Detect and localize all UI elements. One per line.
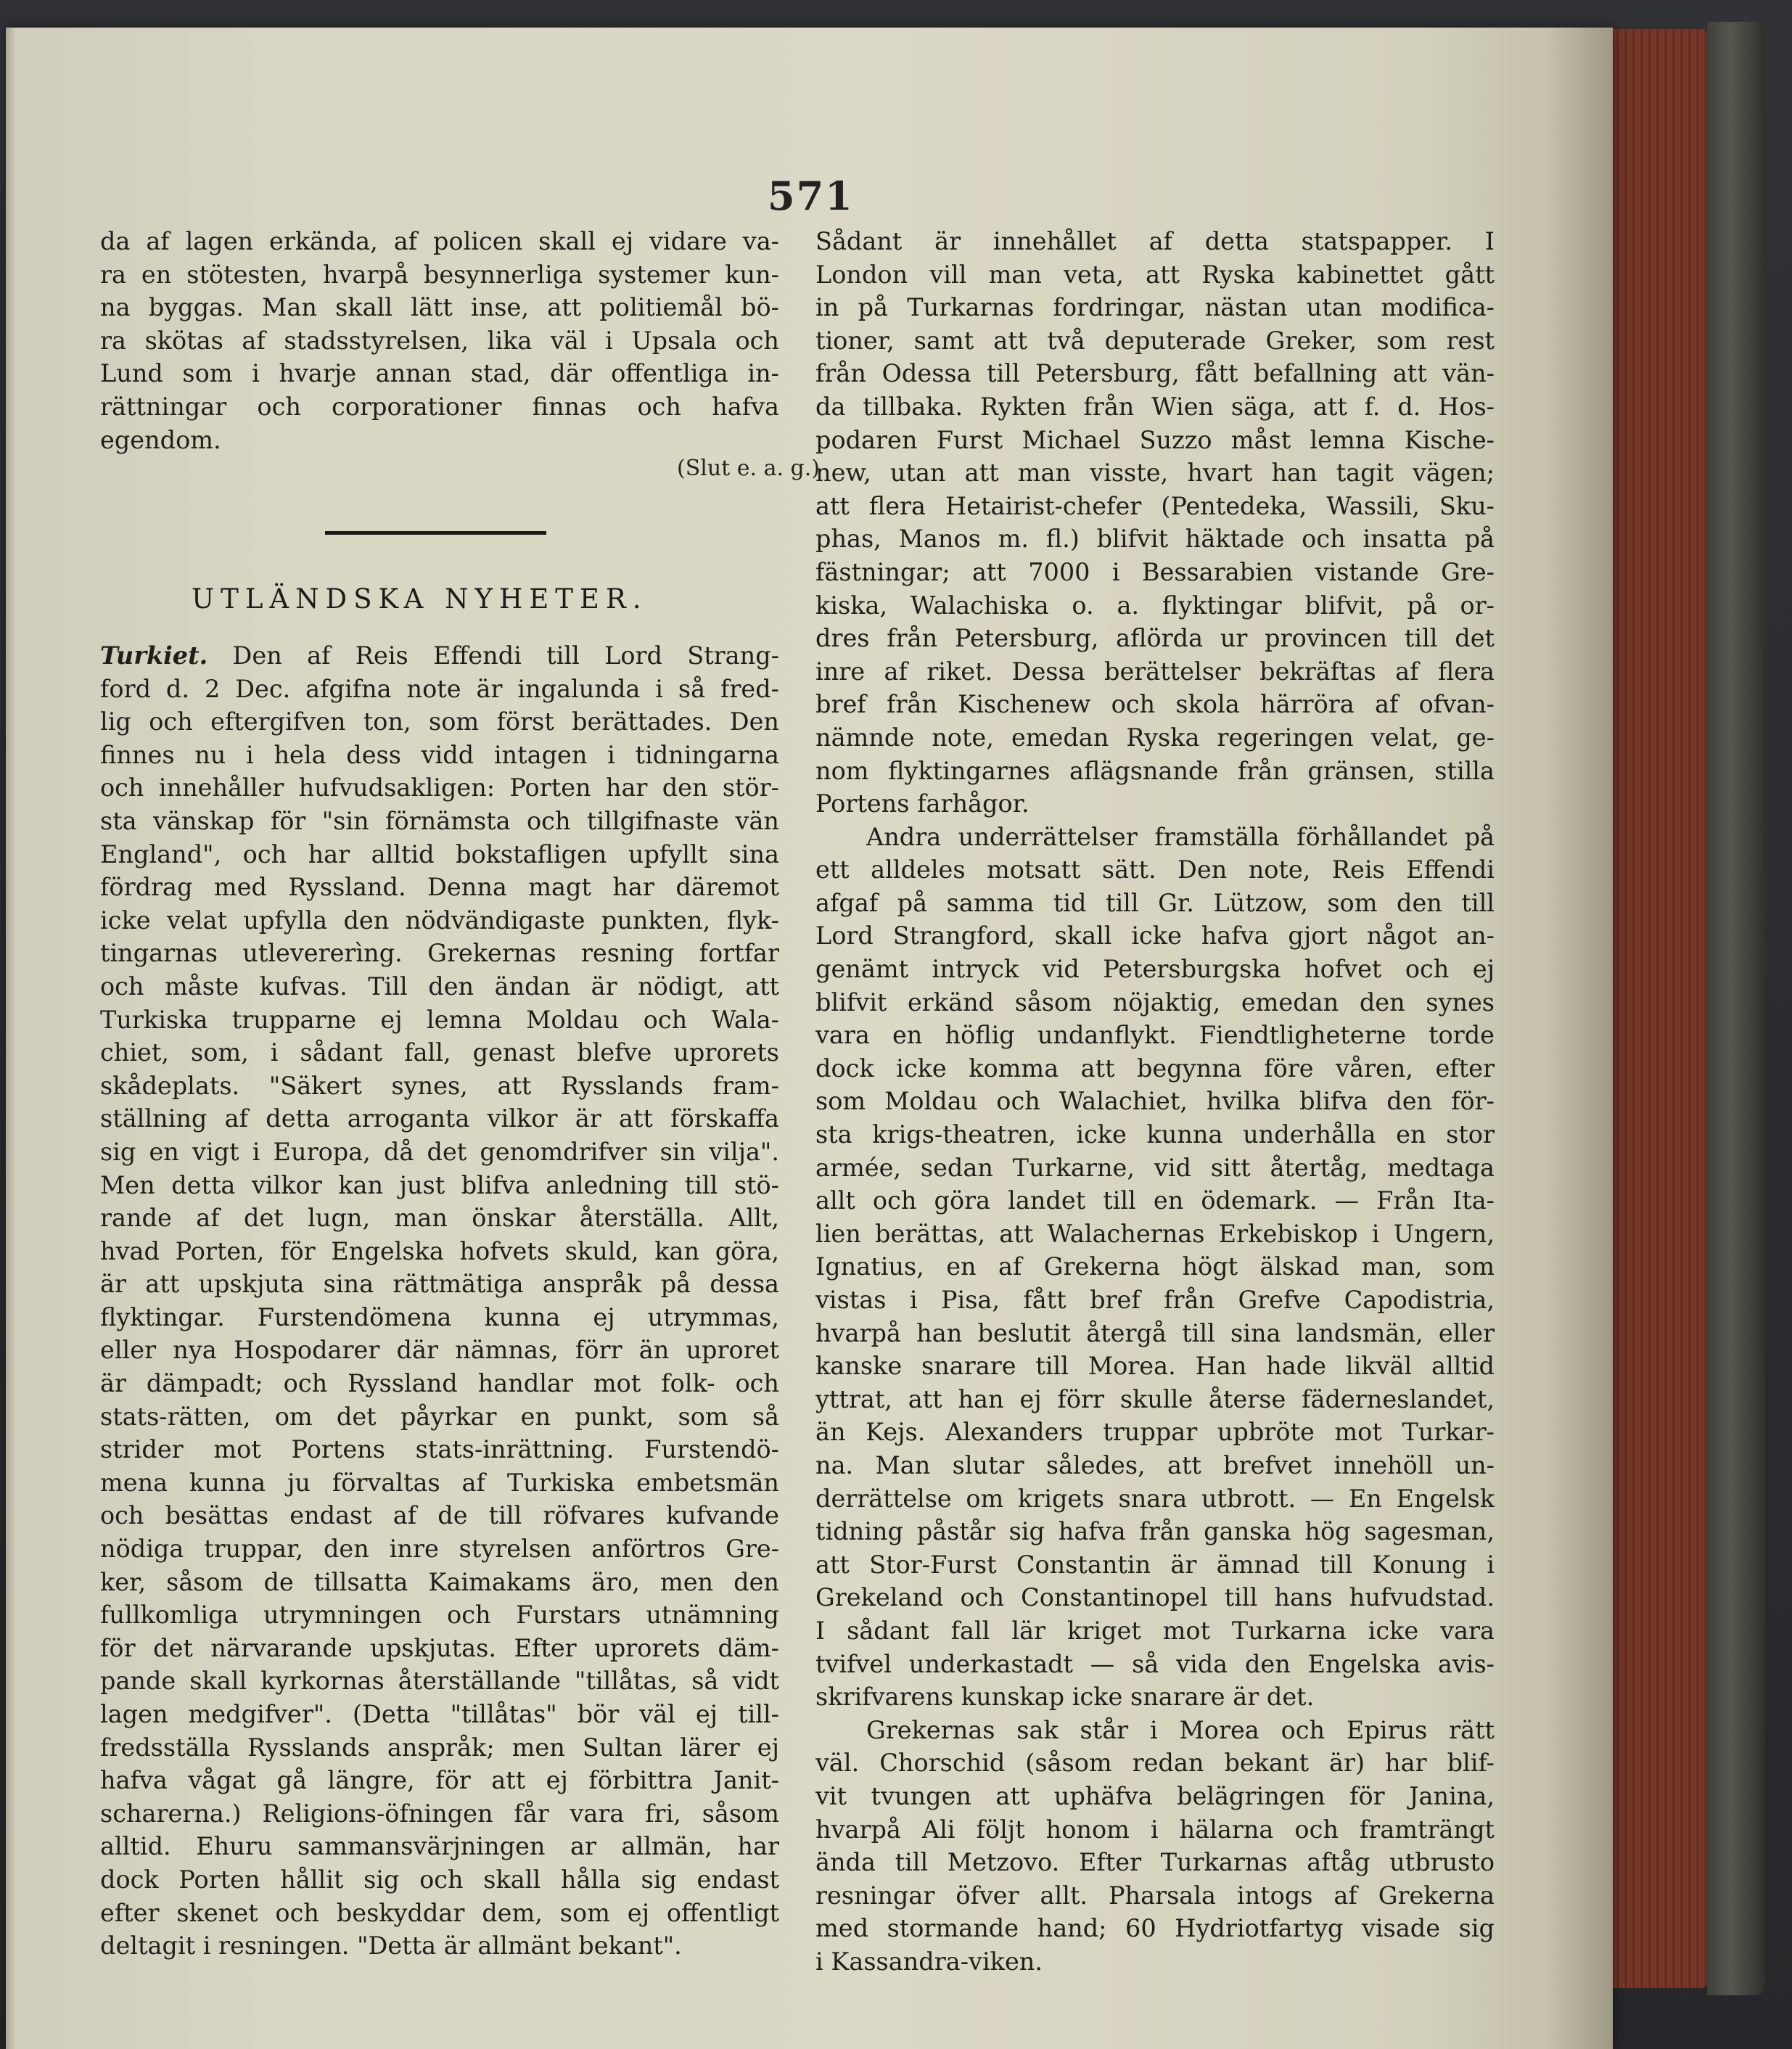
text-line: med stormande hand; 60 Hydriotfartyg visade sig (815, 1914, 1495, 1943)
text-line: hafva vågat gå längre, för att ej förbittra Janit- (100, 1766, 779, 1795)
text-line: mena kunna ju förvaltas af Turkiska embetsmän (100, 1468, 779, 1497)
section-divider-rule (325, 531, 546, 535)
book-page (6, 28, 1613, 2049)
right-column (815, 225, 1495, 1978)
text-line: scharerna.) Religions-öfningen får vara fri, såsom (100, 1799, 779, 1828)
text-line: sta krigs-theatren, icke kunna underhålla en stor (815, 1120, 1495, 1149)
text-line: Lord Strangford, skall icke hafva gjort något an- (815, 921, 1495, 950)
text-line: rande af det lugn, man önskar återställa. Allt, (100, 1204, 779, 1233)
text-line: armée, sedan Turkarne, vid sitt återtåg, medtaga (815, 1153, 1495, 1182)
text-line: vistas i Pisa, fått bref från Grefve Capodistria, (815, 1286, 1495, 1314)
text-line: ker, såsom de tillsatta Kaimakams äro, men den (100, 1567, 779, 1596)
text-line: da af lagen erkända, af policen skall ej vidare va- (100, 227, 779, 255)
text-line: da tillbaka. Rykten från Wien säga, att f. d. Hos- (815, 392, 1495, 421)
text-line: London vill man veta, att Ryska kabinettet gått (815, 260, 1495, 289)
text-line: ett alldeles motsatt sätt. Den note, Reis Effendi (815, 855, 1495, 884)
text-line: ställning af detta arroganta vilkor är att förskaffa (100, 1104, 779, 1133)
text-line: pande skall kyrkornas återställande "tillåtas, så vidt (100, 1667, 779, 1696)
text-line: na. Man slutar således, att brefvet innehöll un- (815, 1450, 1495, 1479)
text-line: Turkiska trupparne ej lemna Moldau och Wala- (100, 1005, 779, 1034)
text-line: resningar öfver allt. Pharsala intogs af Grekerna (815, 1881, 1495, 1910)
text-line: ra en stötesten, hvarpå besynnerliga systemer kun- (100, 260, 779, 289)
body-first-line-rest: Den af Reis Effendi till Lord Strang- (207, 641, 779, 670)
text-line: hvad Porten, för Engelska hofvets skuld, kan göra, (100, 1236, 779, 1265)
text-line: lagen medgifver". (Detta "tillåtas" bör väl ej till- (100, 1700, 779, 1728)
text-line: derrättelse om krigets snara utbrott. — En Engelsk (815, 1484, 1495, 1513)
text-line: Grekeland och Constantinopel till hans hufvudstad. (815, 1583, 1495, 1612)
text-line: afgaf på samma tid till Gr. Lützow, som den till (815, 888, 1495, 917)
text-line: fullkomliga utrymningen och Furstars utnämning (100, 1601, 779, 1630)
text-line: dres från Petersburg, aflörda ur provincen till det (815, 624, 1495, 653)
text-line: dock Porten hållit sig och skall hålla sig endast (100, 1865, 779, 1894)
text-line: att flera Hetairist-chefer (Pentedeka, Wassili, Sku- (815, 491, 1495, 520)
text-line: för det närvarande upskjutas. Efter uprorets däm- (100, 1633, 779, 1662)
text-line: I sådant fall lär kriget mot Turkarna icke vara (815, 1616, 1495, 1645)
text-line: strider mot Portens stats-inrättning. Furstendö- (100, 1435, 779, 1464)
text-line: nom flyktingarnes aflägsnande från gränsen, stilla (815, 756, 1495, 785)
text-line: och måste kufvas. Till den ändan är nödigt, att (100, 972, 779, 1001)
text-line: hvarpå Ali följt honom i hälarna och framträngt (815, 1815, 1495, 1844)
page-number: 571 (768, 173, 854, 219)
text-line: fästningar; att 7000 i Bessarabien vistande Gre- (815, 557, 1495, 586)
section-heading: UTLÄNDSKA NYHETER. (192, 583, 648, 615)
text-line: vit tvungen att uphäfva belägringen för Janina, (815, 1781, 1495, 1810)
text-line: i Kassandra-viken. (815, 1947, 1043, 1976)
left-column-body (100, 639, 779, 1963)
text-line: allt och göra landet till en ödemark. — Från Ita- (815, 1186, 1495, 1215)
text-line: lig och eftergifven ton, som först berättades. Den (100, 707, 779, 736)
text-line: icke velat upfylla den nödvändigaste punkten, flyk- (100, 906, 779, 935)
text-line: kiska, Walachiska o. a. flyktingar blifvit, på or- (815, 591, 1495, 620)
text-line: Sådant är innehållet af detta statspapper. I (815, 227, 1495, 255)
text-line: genämt intryck vid Petersburgska hofvet och ej (815, 955, 1495, 984)
left-column-intro (100, 225, 779, 456)
text-line: na byggas. Man skall lätt inse, att politiemål bö- (100, 293, 779, 322)
text-line: new, utan att man visste, hvart han tagit vägen; (815, 459, 1495, 488)
text-line: finnes nu i hela dess vidd intagen i tidningarna (100, 740, 779, 769)
text-line: att Stor-Furst Constantin är ämnad till Konung i (815, 1550, 1495, 1579)
text-line: inre af riket. Dessa berättelser bekräftas af flera (815, 657, 1495, 686)
text-line: eller nya Hospodarer där nämnas, förr än uproret (100, 1336, 779, 1365)
text-line: Grekernas sak står i Morea och Epirus rätt (866, 1715, 1495, 1744)
text-line: lien berättas, att Walachernas Erkebiskop i Ungern, (815, 1219, 1495, 1248)
text-line: sig en vigt i Europa, då det genomdrifver sin vilja". (100, 1137, 779, 1166)
text-line: tidning påstår sig hafva från ganska hög sagesman, (815, 1517, 1495, 1546)
text-line: fredsställa Rysslands anspråk; men Sultan lärer ej (100, 1733, 779, 1762)
text-line: än Kejs. Alexanders truppar upbröte mot Turkar- (815, 1418, 1495, 1447)
text-line: skrifvarens kunskap icke snarare är det. (815, 1683, 1315, 1712)
text-line: hvarpå han beslutit återgå till sina landsmän, eller (815, 1318, 1495, 1347)
text-line: och innehåller hufvudsakligen: Porten har den stör- (100, 773, 779, 802)
text-line: yttrat, att han ej förr skulle återse fäderneslandet, (815, 1384, 1495, 1413)
text-line: sta vänskap för "sin förnämsta och tillgifnaste vän (100, 806, 779, 835)
text-line: vara en höflig undanflykt. Fiendtligheterne torde (815, 1021, 1495, 1050)
text-line: in på Turkarnas fordringar, nästan utan modifica- (815, 293, 1495, 322)
text-line: chiet, som, i sådant fall, genast blefve uprorets (100, 1038, 779, 1067)
text-line: Lund som i hvarje annan stad, där offentliga in- (100, 359, 779, 388)
text-line: som Moldau och Walachiet, hvilka blifva den för- (815, 1087, 1495, 1116)
text-line: podaren Furst Michael Suzzo måst lemna Kische- (815, 425, 1495, 454)
page-gutter-shadow (1548, 28, 1613, 2049)
text-line: deltagit i resningen. "Detta är allmänt bekant". (100, 1931, 682, 1960)
text-line: Men detta vilkor kan just blifva anledning till stö- (100, 1170, 779, 1199)
text-line: nämnde note, emedan Ryska regeringen velat, ge- (815, 723, 1495, 752)
text-line: ford d. 2 Dec. afgifna note är ingalunda i så fred- (100, 674, 779, 703)
page-left-edge (6, 28, 16, 2049)
text-line: är att upskjuta sina rättmätiga anspråk på dessa (100, 1270, 779, 1299)
text-line: nödiga truppar, den inre styrelsen anförtros Gre- (100, 1535, 779, 1564)
text-line: egendom. (100, 425, 221, 454)
text-line: blifvit erkänd såsom nöjaktig, emedan den synes (815, 987, 1495, 1017)
text-line: Ignatius, en af Grekerna högt älskad man, som (815, 1252, 1495, 1281)
text-line: kanske snarare till Morea. Han hade likväl alltid (815, 1352, 1495, 1381)
text-line: dock icke komma att begynna före våren, efter (815, 1054, 1495, 1083)
text-line: flyktingar. Furstendömena kunna ej utrymmas, (100, 1302, 779, 1331)
text-line: fördrag med Ryssland. Denna magt har däremot (100, 873, 779, 902)
text-line: Portens farhågor. (815, 789, 1029, 818)
text-line: Andra underrättelser framställa förhållandet på (866, 822, 1495, 851)
text-line: ända till Metzovo. Efter Turkarnas aftåg utbrusto (815, 1848, 1495, 1877)
text-line: England", och har alltid bokstafligen upfyllt sina (100, 839, 779, 869)
text-line: phas, Manos m. fl.) blifvit häktade och insatta på (815, 525, 1495, 554)
text-line: väl. Chorschid (såsom redan bekant är) har blif- (815, 1749, 1495, 1778)
book-cover-board (1707, 22, 1765, 1995)
runin-label: Turkiet. (100, 641, 208, 670)
text-line: rättningar och corporationer finnas och hafva (100, 392, 779, 421)
body-first-line (100, 639, 779, 673)
book-page-edges (1613, 29, 1707, 1988)
text-line: tioner, samt att två deputerade Greker, som rest (815, 326, 1495, 355)
text-line: är dämpadt; och Ryssland handlar mot folk- och (100, 1369, 779, 1398)
text-line: och besättas endast af de till röfvares kufvande (100, 1501, 779, 1530)
text-line: från Odessa till Petersburg, fått befallning att vän- (815, 359, 1495, 388)
text-line: tingarnas utlevererìng. Grekernas resning fortfar (100, 939, 779, 968)
article-signoff: (Slut e. a. g.) (677, 456, 820, 481)
text-line: alltid. Ehuru sammansvärjningen ar allmän, har (100, 1832, 779, 1861)
text-line: tvifvel underkastadt — så vida den Engelska avis- (815, 1649, 1495, 1678)
text-line: skådeplats. "Säkert synes, att Rysslands fram- (100, 1071, 779, 1100)
text-line: stats-rätten, om det påyrkar en punkt, som så (100, 1402, 779, 1431)
text-line: efter skenet och beskyddar dem, som ej offentligt (100, 1898, 779, 1927)
text-line: ra skötas af stadsstyrelsen, lika väl i Upsala och (100, 326, 779, 355)
text-line: bref från Kischenew och skola härröra af ofvan- (815, 690, 1495, 719)
